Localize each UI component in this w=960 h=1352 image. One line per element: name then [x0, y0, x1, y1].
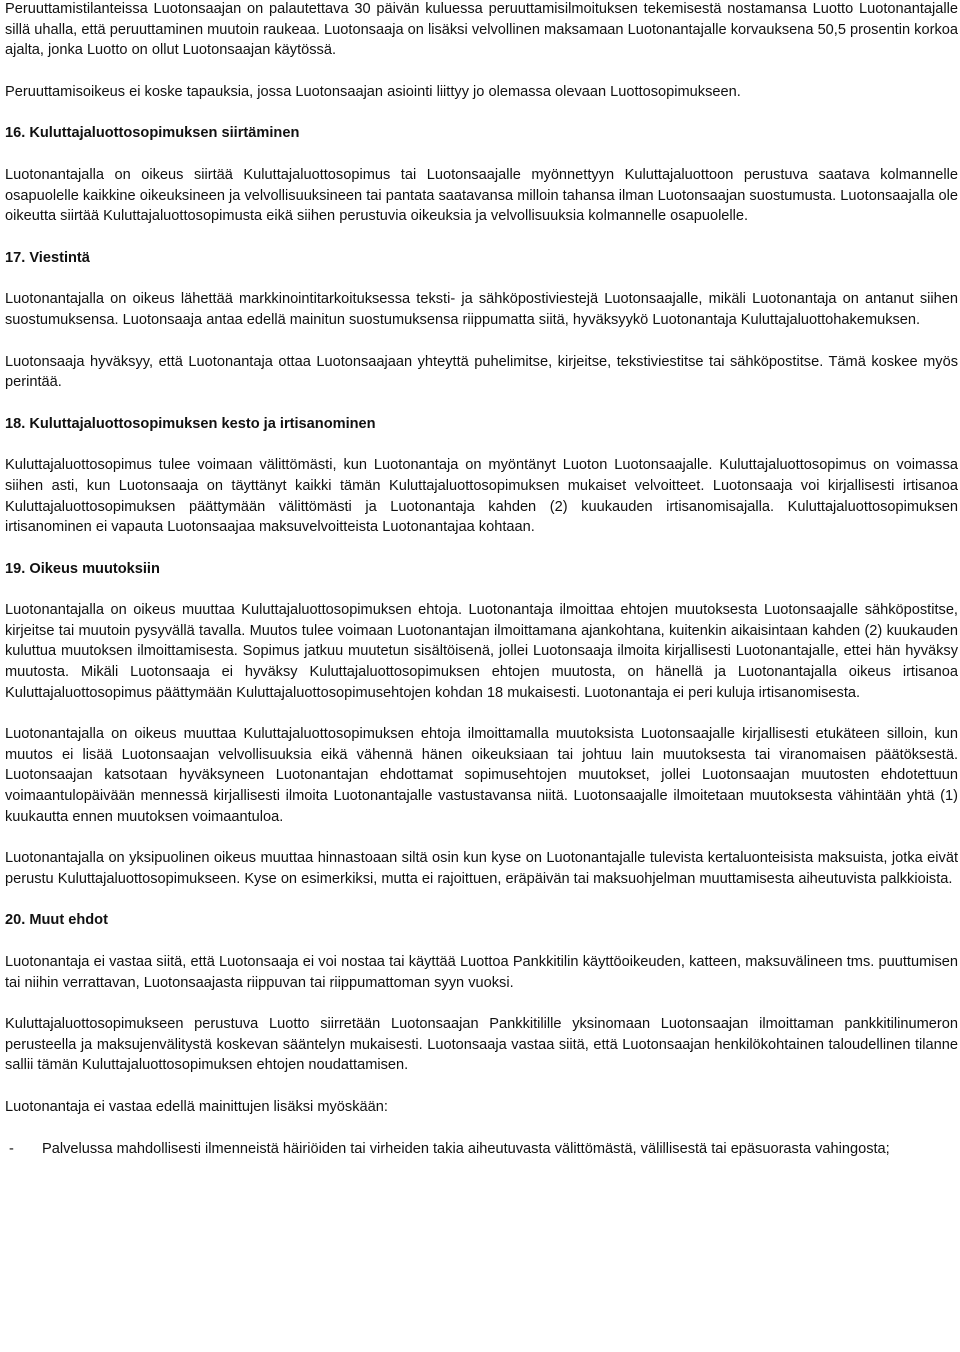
intro-paragraph-2: Peruuttamisoikeus ei koske tapauksia, jossa Luotonsaajan asiointi liittyy jo olemassa olevaan Luottosopimukseen.	[5, 83, 741, 100]
section-18-heading: 18. Kuluttajaluottosopimuksen kesto ja irtisanominen	[5, 415, 376, 432]
section-17-paragraph-1: Luotonantajalla on oikeus lähettää markkinointitarkoituksessa teksti- ja sähköpostiviestejä Luotonsaajalle, mikäli Luotonantaja on antanut siihen suostumuksensa. Luotonsaaja antaa edellä mainitun suostumuksensa riippumatta siitä, hyväksyykö Luotonantaja Kuluttajaluottohakemuksen.	[5, 291, 958, 328]
section-19-paragraph-1: Luotonantajalla on oikeus muuttaa Kuluttajaluottosopimuksen ehtoja. Luotonantaja ilmoittaa ehtojen muutoksesta Luotonsaajalle sähköpostitse, kirjeitse tai muutoin pysyvällä tavalla. Muutos tulee voimaan Luotonantajan ilmoittamana ajankohtana, kuitenkin aikaisintaan kahden (2) kuukauden kuluttua muutoksen ilmoittamisesta. Sopimus jatkuu muutetun sisältöisenä, jollei Luotonsaaja ilmoita kirjallisesti Luotonantajalle, ettei hän hyväksy muutosta. Mikäli Luotonsaaja ei hyväksy Kuluttajaluottosopimuksen ehtojen muutosta, on hänellä ja Luotonantajalla oikeus irtisanoa Kuluttajaluottosopimus päättymään Kuluttajaluottosopimusehtojen kohdan 18 mukaisesti. Luotonantaja ei peri kuluja irtisanomisesta.	[5, 602, 958, 701]
section-20-paragraph-2: Kuluttajaluottosopimukseen perustuva Luotto siirretään Luotonsaajan Pankkitilille yksinomaan Luotonsaajan ilmoittaman pankkitilinumeron perusteella ja maksujenvälitystä koskevan sääntelyn mukaisesti. Luotonsaaja vastaa siitä, että Luotonsaajan henkilökohtainen taloudellinen tilanne sallii tämän Kuluttajaluottosopimuksen ehtojen noudattamisen.	[5, 1016, 958, 1074]
document-page	[5, 0, 958, 1159]
section-20-paragraph-3: Luotonantaja ei vastaa edellä mainittujen lisäksi myöskään:	[5, 1098, 388, 1115]
section-16-paragraph-1: Luotonantajalla on oikeus siirtää Kuluttajaluottosopimus tai Luotonsaajalle myönnettyyn Kuluttajaluottoon perustuva saatava kolmannelle osapuolelle kaikkine oikeuksineen ja velvollisuuksineen tai pantata saatavansa milloin tahansa ilman Luotonsaajan suostumusta. Luotonsaajalla ole oikeutta siirtää Kuluttajaluottosopimusta eikä siihen perustuvia oikeuksia ja velvollisuuksia kolmannelle osapuolelle.	[5, 166, 958, 225]
section-19-paragraph-3: Luotonantajalla on yksipuolinen oikeus muuttaa hinnastoaan siltä osin kun kyse on Luotonantajalle tulevista kertaluonteisista maksuista, jotka eivät perustu Kuluttajaluottosopimukseen. Kyse on esimerkiksi, mutta ei rajoittuen, eräpäivän tai maksuohjelman muuttamisesta aiheutuvista palkkioista.	[5, 850, 958, 887]
bullet-text: Palvelussa mahdollisesti ilmenneistä häiriöiden tai virheiden takia aiheutuvasta välittömästä, välillisestä tai epäsuorasta vahingosta;	[42, 1140, 890, 1157]
section-20-paragraph-1: Luotonantaja ei vastaa siitä, että Luotonsaaja ei voi nostaa tai käyttää Luottoa Pankkitilin käyttöoikeuden, katteen, maksuvälineen tms. puuttumisen tai niihin verrattavan, Luotonsaajasta riippuvan tai riippumattoman syyn vuoksi.	[5, 954, 958, 991]
section-16-heading: 16. Kuluttajaluottosopimuksen siirtäminen	[5, 125, 300, 142]
bullet-list-item	[5, 1139, 958, 1160]
bullet-dash: -	[9, 1140, 14, 1157]
section-20-heading: 20. Muut ehdot	[5, 912, 108, 929]
intro-paragraph-1: Peruuttamistilanteissa Luotonsaajan on palautettava 30 päivän kuluessa peruuttamisilmoituksen tekemisestä nostamansa Luotto Luotonantajalle sillä uhalla, että peruuttaminen muutoin raukeaa. Luotonsaaja on lisäksi velvollinen maksamaan Luotonantajalle korvauksena 50,5 prosentin korkoa ajalta, jonka Luotto on ollut Luotonsaajan käytössä.	[5, 1, 958, 59]
section-19-paragraph-2: Luotonantajalla on oikeus muuttaa Kuluttajaluottosopimuksen ehtoja ilmoittamalla muutoksista Luotonsaajalle kirjallisesti etukäteen silloin, kun muutos ei lisää Luotonsaajan velvollisuuksia eikä vähennä hänen oikeuksiaan tai johtuu lain muutoksesta tai viranomaisen päätöksestä. Luotonsaajan katsotaan hyväksyneen Luotonantajan ehdottamat sopimusehtojen muutokset, jollei Luotonsaajan muutosten ehdotettuun voimaantulopäivään mennessä kirjallisesti ilmoita Luotonantajalle vastustavansa niitä. Luotonsaajalle ilmoitetaan muutoksesta vähintään yhtä (1) kuukautta ennen muutoksen voimaantuloa.	[5, 726, 958, 825]
section-18-paragraph-1: Kuluttajaluottosopimus tulee voimaan välittömästi, kun Luotonantaja on myöntänyt Luoton Luotonsaajalle. Kuluttajaluottosopimus on voimassa siihen asti, kun Luotonsaaja on täyttänyt kaikki tämän Kuluttajaluottosopimuksen mukaiset velvoitteet. Luotonsaaja voi kirjallisesti irtisanoa Kuluttajaluottosopimuksen päättymään välittömästi ja Luotonantaja kahden (2) kuukauden irtisanomisajalla. Kuluttajaluottosopimuksen irtisanominen ei vapauta Luotonsaajaa maksuvelvoitteista Luotonantajaa kohtaan.	[5, 457, 958, 536]
section-17-paragraph-2: Luotonsaaja hyväksyy, että Luotonantaja ottaa Luotonsaajaan yhteyttä puhelimitse, kirjeitse, tekstiviestitse tai sähköpostitse. Tämä koskee myös perintää.	[5, 353, 958, 391]
section-17-heading: 17. Viestintä	[5, 249, 90, 266]
section-19-heading: 19. Oikeus muutoksiin	[5, 560, 160, 577]
